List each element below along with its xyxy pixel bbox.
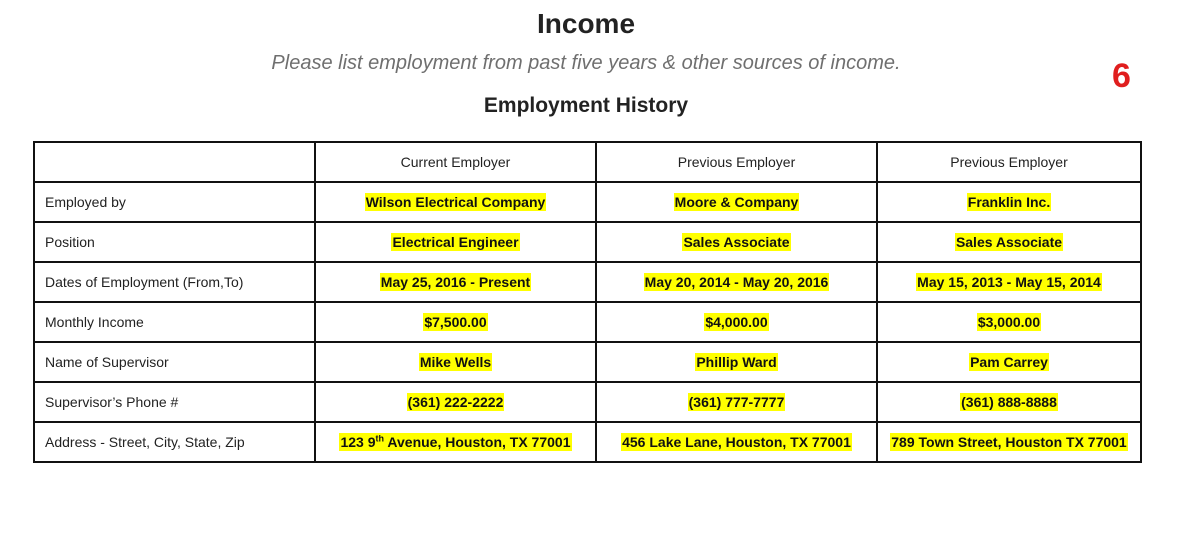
row-label-monthly-income: Monthly Income bbox=[34, 302, 315, 342]
table-row bbox=[34, 422, 1141, 462]
page-number: 6 bbox=[1112, 57, 1131, 95]
cell-value bbox=[596, 262, 877, 302]
cell-value bbox=[877, 182, 1141, 222]
cell-value bbox=[596, 222, 877, 262]
highlighted-value: Moore & Company bbox=[674, 194, 799, 210]
cell-value bbox=[315, 182, 596, 222]
address-number-street: 123 9 bbox=[340, 434, 376, 451]
row-label-supervisor-phone: Supervisor’s Phone # bbox=[34, 382, 315, 422]
highlighted-value: $4,000.00 bbox=[705, 314, 768, 330]
highlighted-value: Mike Wells bbox=[419, 354, 492, 370]
page-subtitle: Please list employment from past five years & other sources of income. bbox=[271, 52, 901, 74]
highlighted-value: Electrical Engineer bbox=[392, 234, 519, 250]
highlighted-value: (361) 222-2222 bbox=[407, 394, 504, 410]
cell-value bbox=[877, 302, 1141, 342]
highlighted-value: Pam Carrey bbox=[970, 354, 1048, 370]
cell-value bbox=[315, 222, 596, 262]
highlighted-value: 789 Town Street, Houston TX 77001 bbox=[891, 434, 1127, 450]
highlighted-value: (361) 888-8888 bbox=[961, 394, 1057, 410]
cell-value bbox=[877, 262, 1141, 302]
cell-value bbox=[596, 302, 877, 342]
table-row bbox=[34, 342, 1141, 382]
address-rest: Avenue, Houston, TX 77001 bbox=[384, 434, 571, 451]
row-label-dates-of-employment: Dates of Employment (From,To) bbox=[34, 262, 315, 302]
highlighted-value: $3,000.00 bbox=[977, 314, 1041, 330]
column-header-previous-employer-1: Previous Employer bbox=[596, 142, 877, 182]
cell-value bbox=[596, 342, 877, 382]
row-label-position: Position bbox=[34, 222, 315, 262]
address-superscript: th bbox=[375, 433, 385, 444]
table-row bbox=[34, 222, 1141, 262]
cell-value bbox=[315, 342, 596, 382]
employment-history-table bbox=[33, 141, 1142, 463]
table-row bbox=[34, 182, 1141, 222]
cell-value bbox=[315, 382, 596, 422]
highlighted-value: (361) 777-7777 bbox=[688, 394, 785, 410]
cell-value bbox=[315, 302, 596, 342]
highlighted-value: Wilson Electrical Company bbox=[365, 194, 546, 210]
highlighted-value: $7,500.00 bbox=[424, 314, 487, 330]
cell-value bbox=[877, 342, 1141, 382]
table-row bbox=[34, 382, 1141, 422]
cell-value bbox=[596, 422, 877, 462]
cell-value bbox=[315, 262, 596, 302]
row-label-employed-by: Employed by bbox=[34, 182, 315, 222]
cell-value bbox=[596, 182, 877, 222]
highlighted-value: May 25, 2016 - Present bbox=[380, 274, 531, 290]
row-label-name-of-supervisor: Name of Supervisor bbox=[34, 342, 315, 382]
highlighted-value: Franklin Inc. bbox=[967, 194, 1051, 210]
column-header-current-employer: Current Employer bbox=[315, 142, 596, 182]
column-header-blank bbox=[34, 142, 315, 182]
highlighted-value: Phillip Ward bbox=[696, 354, 777, 370]
section-title: Employment History bbox=[483, 94, 689, 117]
highlighted-value: Sales Associate bbox=[683, 234, 790, 250]
row-label-address: Address - Street, City, State, Zip bbox=[34, 422, 315, 462]
cell-value bbox=[877, 422, 1141, 462]
page-title: Income bbox=[536, 8, 636, 39]
table-row bbox=[34, 262, 1141, 302]
highlighted-value: Sales Associate bbox=[955, 234, 1063, 250]
cell-value bbox=[877, 222, 1141, 262]
cell-value bbox=[315, 422, 596, 462]
cell-value bbox=[877, 382, 1141, 422]
table-header-row bbox=[34, 142, 1141, 182]
highlighted-value: May 20, 2014 - May 20, 2016 bbox=[644, 274, 829, 290]
highlighted-value: May 15, 2013 - May 15, 2014 bbox=[917, 274, 1101, 290]
highlighted-value bbox=[339, 433, 571, 451]
table-row bbox=[34, 302, 1141, 342]
highlighted-value: 456 Lake Lane, Houston, TX 77001 bbox=[622, 434, 851, 450]
cell-value bbox=[596, 382, 877, 422]
column-header-previous-employer-2: Previous Employer bbox=[877, 142, 1141, 182]
